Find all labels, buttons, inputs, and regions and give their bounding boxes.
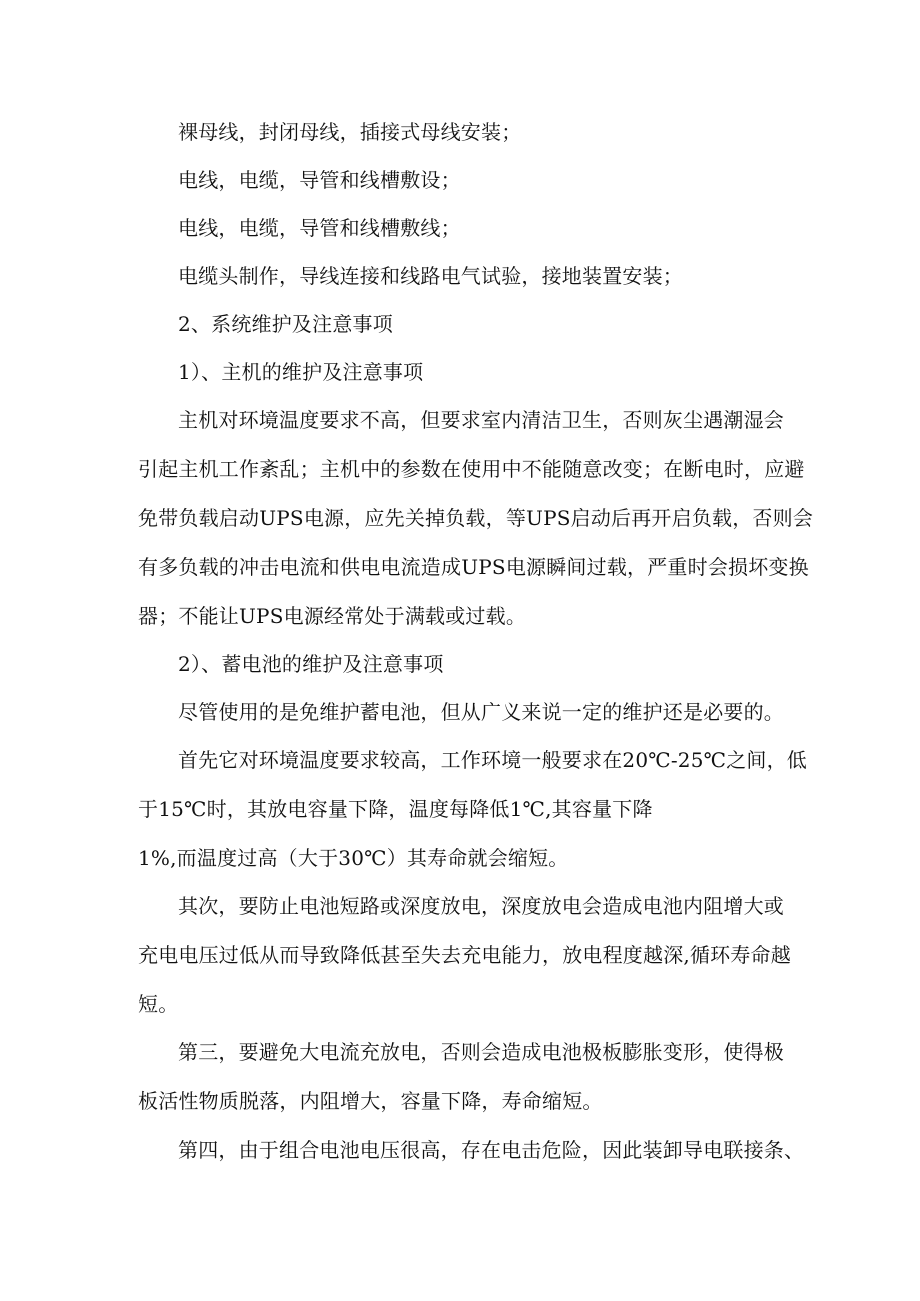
section-heading: 2、系统维护及注意事项 [178,312,393,336]
text-line: 主机对环境温度要求不高，但要求室内清洁卫生，否则灰尘遇潮湿会 [178,408,784,432]
text-line: 充电电压过低从而导致降低甚至失去充电能力，放电程度越深,循环寿命越 [138,943,791,967]
text-line: 板活性物质脱落，内阻增大，容量下降，寿命缩短。 [138,1089,603,1113]
text-line: 电缆头制作，导线连接和线路电气试验，接地装置安装； [178,264,683,288]
text-line: 引起主机工作紊乱；主机中的参数在使用中不能随意改变；在断电时，应避 [138,457,805,481]
text-line: 尽管使用的是免维护蓄电池，但从广义来说一定的维护还是必要的。 [178,700,784,724]
text-line: 短。 [138,992,179,1016]
text-line: 于15℃时，其放电容量下降，温度每降低1℃,其容量下降 [138,797,653,821]
subsection-heading: 1）、主机的维护及注意事项 [178,360,424,384]
text-line: 免带负载启动UPS电源，应先关掉负载，等UPS启动后再开启负载，否则会 [138,506,814,530]
text-line: 第四，由于组合电池电压很高，存在电击危险，因此装卸导电联接条、 [178,1138,805,1162]
text-line: 1%,而温度过高（大于30℃）其寿命就会缩短。 [138,846,569,870]
text-line: 电线，电缆，导管和线槽敷设； [178,168,461,192]
text-line: 器；不能让UPS电源经常处于满载或过载。 [138,604,527,628]
text-line: 首先它对环境温度要求较高，工作环境一般要求在20℃-25℃之间，低 [178,748,808,772]
text-line: 其次，要防止电池短路或深度放电，深度放电会造成电池内阻增大或 [178,894,784,918]
text-line: 第三，要避免大电流充放电，否则会造成电池极板膨胀变形，使得极 [178,1040,784,1064]
subsection-heading: 2）、蓄电池的维护及注意事项 [178,652,444,676]
text-line: 裸母线，封闭母线，插接式母线安装； [178,120,522,144]
text-line: 有多负载的冲击电流和供电电流造成UPS电源瞬间过载，严重时会损坏变换 [138,555,809,579]
text-line: 电线，电缆，导管和线槽敷线； [178,216,461,240]
